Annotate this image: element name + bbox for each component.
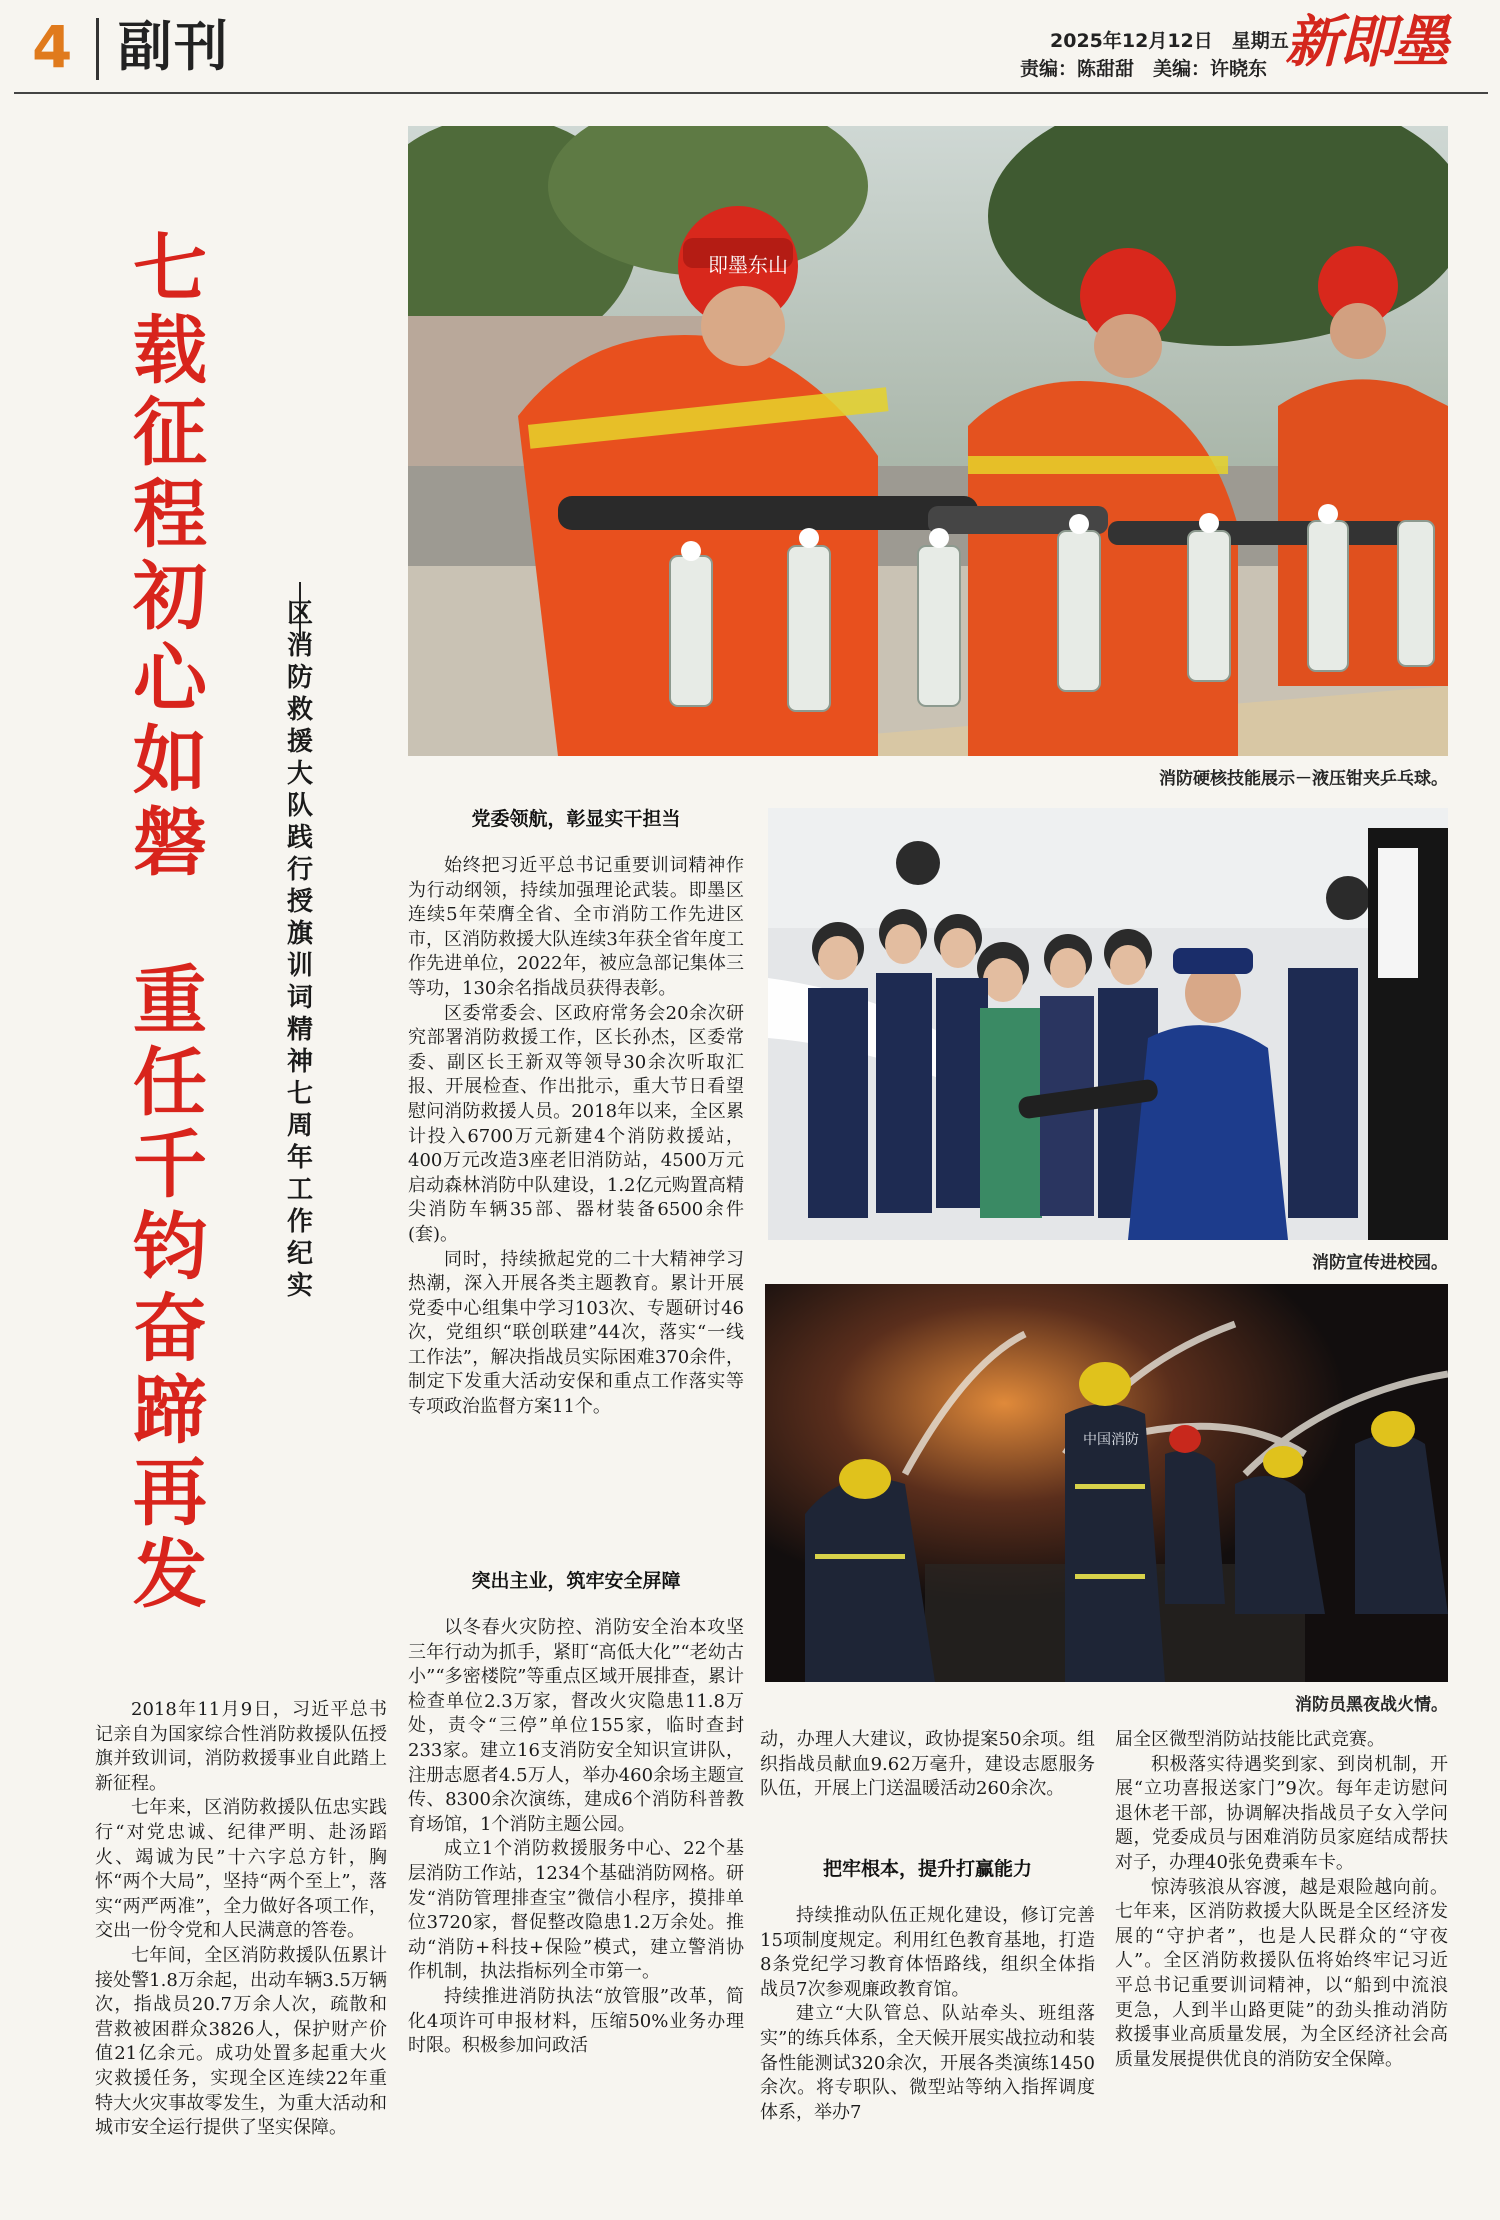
paragraph: 积极落实待遇奖到家、到岗机制，开展“立功喜报送家门”9次。每年走访慰问退休老干部，协调解决指战员子女入学问题，党委成员与困难消防员家庭结成帮扶对子，办理40张免费乘车卡。 <box>1115 1753 1448 1873</box>
headline-part-1: 七载征程初心如磐 <box>133 226 207 886</box>
newspaper-masthead-logo: 新即墨 <box>1285 9 1447 75</box>
paragraph: 同时，持续掀起党的二十大精神学习热潮，深入开展各类主题教育。累计开展党委中心组集中学习103次、专题研讨46次，党组织“联创联建”44次，落实“一线工作法”，解决指战员实际困难370余件，制定下发重大活动安保和重点工作落实等专项政治监督方案11个。 <box>408 1248 744 1418</box>
paragraph: 动，办理人大建议，政协提案50余项。组织指战员献血9.62万毫升，建设志愿服务队伍，开展上门送温暖活动260余次。 <box>760 1729 1095 1800</box>
photo-caption-3: 消防员黑夜战火情。 <box>1295 1695 1448 1715</box>
headline-part-2: 重任千钧奋蹄再发 <box>133 958 207 1618</box>
section-name: 副刊 <box>118 15 230 78</box>
section-2-body <box>408 1616 744 2059</box>
section-3-continuation <box>1115 1728 1448 2072</box>
section-heading-1: 党委领航，彰显实干担当 <box>471 808 681 830</box>
header-rule <box>14 92 1488 94</box>
section-2-continuation <box>760 1728 1095 1802</box>
paragraph: 区委常委会、区政府常务会20余次研究部署消防救援工作，区长孙杰，区委常委、副区长王新双等领导30余次听取汇报、开展检查、作出批示，重大节日看望慰问消防救援人员。2018年以来，全区累计投入6700万元新建4个消防救援站，400万元改造3座老旧消防站，4500万元启动森林消防中队建设，1.2亿元购置高精尖消防车辆35部、器材装备6500余件(套)。 <box>408 1002 744 1245</box>
paragraph: 以冬春火灾防控、消防安全治本攻坚三年行动为抓手，紧盯“高低大化”“老幼古小”“多密楼院”等重点区域开展排查，累计检查单位2.3万家，督改火灾隐患11.8万处，责令“三停”单位155家，临时查封233家。建立16支消防安全知识宣讲队，注册志愿者4.5万人，举办460余场主题宣传、8300余次演练，建成6个消防科普教育场馆，1个消防主题公园。 <box>408 1617 744 1835</box>
paragraph: 届全区微型消防站技能比武竞赛。 <box>1115 1729 1385 1750</box>
header-divider <box>96 18 99 80</box>
paragraph: 成立1个消防救援服务中心、22个基层消防工作站，1234个基础消防网格。研发“消防管理排查宝”微信小程序，摸排单位3720家，督促整改隐患1.2万余处。推动“消防+科技+保险”模式，建立警消协作机制，执法指标列全市第一。 <box>408 1838 744 1983</box>
section-1-body <box>408 854 744 1420</box>
paragraph: 始终把习近平总书记重要训词精神作为行动纲领，持续加强理论武装。即墨区连续5年荣膺全省、全市消防工作先进区市，区消防救援大队连续3年获全省年度工作先进单位，2022年，被应急部记集体三等功，130余名指战员获得表彰。 <box>408 855 744 999</box>
paragraph: 持续推动队伍正规化建设，修订完善15项制度规定。利用红色教育基地，打造8条党纪学习教育体悟路线，组织全体指战员7次参观廉政教育馆。 <box>760 1905 1095 2000</box>
section-3-body <box>760 1904 1095 2125</box>
paragraph: 持续推进消防执法“放管服”改革，简化4项许可申报材料，压缩50%业务办理时限。积极参加问政活 <box>408 1985 744 2057</box>
section-heading-3: 把牢根本，提升打赢能力 <box>822 1858 1032 1880</box>
photo-caption-1: 消防硬核技能展示－液压钳夹乒乓球。 <box>1159 769 1448 789</box>
photo-fire-safety-school <box>768 808 1448 1240</box>
photo-night-firefight <box>765 1284 1448 1682</box>
paragraph: 2018年11月9日，习近平总书记亲自为国家综合性消防救援队伍授旗并致训词，消防救援事业自此踏上新征程。 <box>95 1699 387 1794</box>
paragraph: 七年来，区消防救援队伍忠实践行“对党忠诚、纪律严明、赴汤蹈火、竭诚为民”十六字总方针，胸怀“两个大局”，坚持“两个至上”，落实“两严两准”，全力做好各项工作，交出一份令党和人民满意的答卷。 <box>95 1797 387 1942</box>
page-number: 4 <box>32 13 73 81</box>
article-intro <box>95 1698 387 2141</box>
issue-date: 2025年12月12日 星期五 <box>1050 30 1289 52</box>
section-heading-2: 突出主业，筑牢安全屏障 <box>471 1570 681 1592</box>
photo-caption-2: 消防宣传进校园。 <box>1312 1253 1448 1273</box>
headline-subtitle: 区消防救援大队践行授旗训词精神七周年工作纪实 <box>286 599 313 1301</box>
editor-credits: 责编：陈甜甜 美编：许晓东 <box>1020 58 1268 80</box>
paragraph: 建立“大队管总、队站牵头、班组落实”的练兵体系，全天候开展实战拉动和装备性能测试320余次，开展各类演练1450余次。将专职队、微型站等纳入指挥调度体系，举办7 <box>760 2003 1095 2123</box>
helmet-label: 即墨东山 <box>708 253 788 277</box>
photo-hydraulic-cutter-demo <box>408 126 1448 756</box>
paragraph: 七年间，全区消防救援队伍累计接处警1.8万余起，出动车辆3.5万辆次，指战员20.7万余人次，疏散和营救被困群众3826人，保护财产价值21亿余元。成功处置多起重大火灾救援任务，实现全区连续22年重特大火灾事故零发生，为重大活动和城市安全运行提供了坚实保障。 <box>95 1944 387 2139</box>
uniform-label: 中国消防 <box>1083 1432 1139 1448</box>
paragraph: 惊涛骇浪从容渡，越是艰险越向前。七年来，区消防救援大队既是全区经济发展的“守护者”，也是人民群众的“守夜人”。全区消防救援队伍将始终牢记习近平总书记重要训词精神，以“船到中流浪更急，人到半山路更陡”的劲头推动消防救援事业高质量发展，为全区经济社会高质量发展提供优良的消防安全保障。 <box>1115 1876 1448 2070</box>
